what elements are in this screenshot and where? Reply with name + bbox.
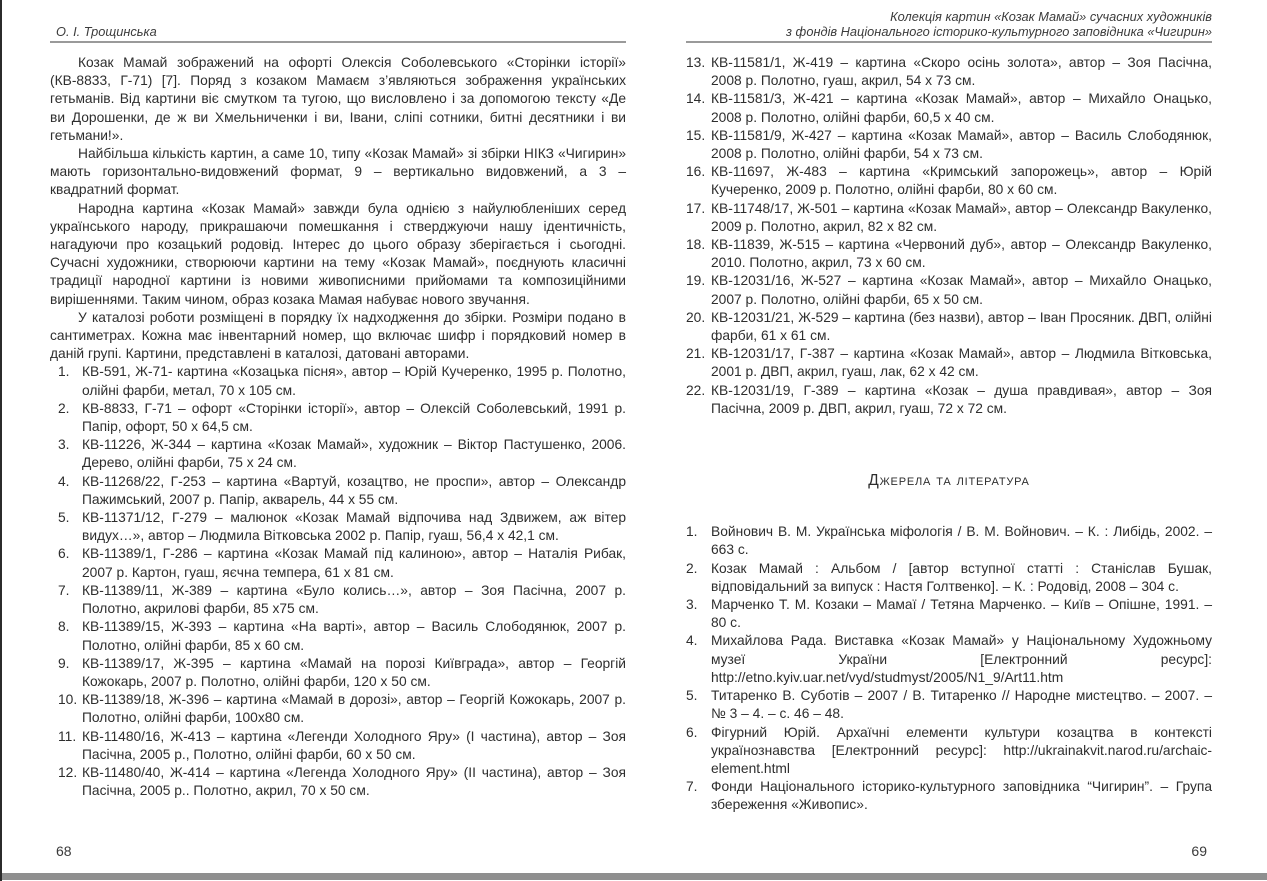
- catalog-list-left: [50, 363, 626, 800]
- catalog-item-number: 7.: [58, 582, 70, 598]
- catalog-item-text: КВ-12031/17, Г-387 – картина «Козак Мамай», автор – Людмила Вітковська, 2001 р. ДВП, акрил, гуаш, лак, 62 х 42 см.: [711, 346, 1212, 380]
- source-item: [686, 596, 1212, 632]
- catalog-item: [686, 127, 1212, 163]
- catalog-item: [686, 382, 1212, 418]
- running-header-author-text: О. І. Трощинська: [56, 23, 157, 39]
- running-header-title-line1: Колекція картин «Козак Мамай» сучасних художників: [890, 9, 1212, 24]
- catalog-item-number: 22.: [686, 382, 706, 398]
- page-left: [50, 12, 626, 800]
- catalog-item: [50, 436, 626, 472]
- catalog-item-text: КВ-11389/18, Ж-396 – картина «Мамай в дорозі», автор – Георгій Кожокарь, 2007 р. Полотно, олійні фарби, 100х80 см.: [82, 692, 626, 726]
- catalog-item: [686, 345, 1212, 381]
- source-item: [686, 560, 1212, 596]
- sources-list: [686, 523, 1212, 814]
- catalog-item-number: 4.: [58, 473, 70, 489]
- catalog-item-text: КВ-11480/16, Ж-413 – картина «Легенди Холодного Яру» (І частина), автор – Зоя Пасічна, 2005 р., Полотно, олійні фарби, 60 х 50 см.: [82, 728, 626, 762]
- catalog-item: [686, 54, 1212, 90]
- catalog-item-number: 12.: [58, 764, 78, 780]
- catalog-item-text: КВ-11226, Ж-344 – картина «Козак Мамай», художник – Віктор Пастушенко, 2006. Дерево, олійні фарби, 75 х 24 см.: [82, 437, 626, 471]
- catalog-item: [686, 309, 1212, 345]
- source-item: [686, 778, 1212, 814]
- source-item-text: Фонди Національного історико-культурного заповідника “Чигирин”. – Група збереження «Живопис».: [711, 779, 1212, 813]
- page-right-body: [686, 54, 1212, 815]
- catalog-item-text: КВ-11480/40, Ж-414 – картина «Легенда Холодного Яру» (ІІ частина), автор – Зоя Пасічна, 2005 р.. Полотно, акрил, 70 х 50 см.: [82, 764, 626, 799]
- source-item-number: 6.: [686, 724, 698, 740]
- catalog-item: [50, 473, 626, 509]
- catalog-item-number: 20.: [686, 309, 706, 325]
- page-right: [686, 9, 1212, 815]
- page-bottom-edge: [2, 873, 1267, 880]
- page-number-left: 68: [56, 843, 72, 859]
- catalog-item: [50, 400, 626, 436]
- catalog-item-number: 15.: [686, 127, 706, 143]
- page-left-body: [50, 54, 626, 800]
- source-item-text: Титаренко В. Суботів – 2007 / В. Титаренко // Народне мистецтво. – 2007. – № 3 – 4. – с. 46 – 48.: [711, 688, 1212, 722]
- page-number-right: 69: [1191, 843, 1207, 859]
- catalog-item-text: КВ-11581/3, Ж-421 – картина «Козак Мамай», автор – Михайло Онацько, 2008 р. Полотно, олійні фарби, 60,5 х 40 см.: [711, 91, 1212, 125]
- catalog-item-text: КВ-12031/19, Г-389 – картина «Козак – душа правдивая», автор – Зоя Пасічна, 2009 р. ДВП, акрил, гуаш, 72 х 72 см.: [711, 382, 1212, 416]
- header-rule-left: [50, 41, 626, 43]
- running-header-title-line2: з фондів Національного історико-культурного заповідника «Чигирин»: [786, 23, 1212, 39]
- catalog-item-number: 16.: [686, 164, 706, 180]
- catalog-item-number: 13.: [686, 55, 706, 70]
- catalog-item: [50, 545, 626, 581]
- catalog-item-number: 18.: [686, 237, 706, 253]
- paragraph: Найбільша кількість картин, а саме 10, типу «Козак Мамай» зі збірки НІКЗ «Чигирин» мають горизонтально-видовжений формат, 9 – вертикально видовжений, а 3 – квадратний формат.: [50, 146, 626, 198]
- source-item-text: Фігурний Юрій. Архаїчні елементи культури козацтва в контексті українознавства [Електронний ресурс]: http://ukrainakvit.narod.ru/archaic-element.html: [711, 724, 1212, 776]
- catalog-item-number: 21.: [686, 346, 706, 362]
- paragraph: Козак Мамай зображений на офорті Олексія Соболевського «Сторінки історії» (КВ-8833, Г-71) [7]. Поряд з козаком Мамаєм з’являються зображення українських гетьманів. Від картини віє смутком та тугою, що висловлено і за допомогою тексту «Де ви Дорошенки, де ж ви Хмельниченки і ви, Івани, сліпі сотники, битні десятники і ви гетьмани!».: [50, 55, 626, 143]
- catalog-item: [50, 764, 626, 800]
- catalog-item: [686, 272, 1212, 308]
- catalog-item: [50, 618, 626, 654]
- catalog-item-number: 9.: [58, 655, 70, 671]
- catalog-item-text: КВ-11581/9, Ж-427 – картина «Козак Мамай», автор – Василь Слободянюк, 2008 р. Полотно, олійні фарби, 54 х 73 см.: [711, 127, 1212, 162]
- catalog-item-number: 8.: [58, 619, 70, 635]
- source-item-number: 5.: [686, 688, 698, 704]
- catalog-item: [686, 236, 1212, 272]
- catalog-item-text: КВ-11839, Ж-515 – картина «Червоний дуб», автор – Олександр Вакуленко, 2010. Полотно, акрил, 73 х 60 см.: [711, 237, 1212, 271]
- catalog-item-text: КВ-11748/17, Ж-501 – картина «Козак Мамай», автор – Олександр Вакуленко, 2009 р. Полотно, акрил, 82 х 82 см.: [711, 200, 1212, 234]
- paragraph: У каталозі роботи розміщені в порядку їх надходження до збірки. Розміри подано в сантиметрах. Кожна має інвентарний номер, що включає шифр і порядковий номер в даній групі. Картини, представлені в каталозі, датовані авторами.: [50, 309, 626, 362]
- catalog-item-text: КВ-11389/1, Г-286 – картина «Козак Мамай під калиною», автор – Наталія Рибак, 2007 р. Картон, гуаш, яєчна темпера, 61 х 81 см.: [82, 546, 626, 580]
- catalog-item-text: КВ-11389/15, Ж-393 – картина «На варті», автор – Василь Слободянюк, 2007 р. Полотно, олійні фарби, 85 х 60 см.: [82, 619, 626, 653]
- catalog-item-number: 19.: [686, 273, 706, 289]
- catalog-item: [686, 200, 1212, 236]
- catalog-item-text: КВ-11389/11, Ж-389 – картина «Було колись…», автор – Зоя Пасічна, 2007 р. Полотно, акрилові фарби, 85 х75 см.: [82, 582, 626, 617]
- catalog-item-number: 1.: [58, 364, 70, 380]
- catalog-item-text: КВ-8833, Г-71 – офорт «Сторінки історії», автор – Олексій Соболевський, 1991 р. Папір, офорт, 50 х 64,5 см.: [82, 400, 626, 435]
- source-item-text: Козак Мамай : Альбом / [автор вступної статті : Станіслав Бушак, відповідальний за випуск : Настя Голтвенко]. – К. : Родовід, 2008 – 304 с.: [711, 560, 1212, 594]
- paragraph: Народна картина «Козак Мамай» завжди була однією з найулюбленіших серед українського народу, прикрашаючи помешкання і стверджуючи нашу ідентичність, нагадуючи про козацький родовід. Інтерес до цього образу зберігається і сьогодні. Сучасні художники, створюючи картини на тему «Козак Мамай», поєднують класичні традиції народної картини із новими живописними прийомами та композиційними вирішеннями. Таким чином, образ козака Мамая набуває нового звучання.: [50, 200, 626, 307]
- catalog-item-text: КВ-11389/17, Ж-395 – картина «Мамай на порозі Київграда», автор – Георгій Кожокарь, 2007 р. Полотно, олійні фарби, 120 х 50 см.: [82, 655, 626, 689]
- catalog-item: [50, 582, 626, 618]
- sources-heading: Джерела та література: [868, 472, 1030, 490]
- catalog-item-number: 14.: [686, 91, 706, 107]
- catalog-item-text: КВ-591, Ж-71- картина «Козацька пісня», автор – Юрій Кучеренко, 1995 р. Полотно, олійні фарби, метал, 70 х 105 см.: [82, 364, 626, 398]
- catalog-item: [50, 728, 626, 764]
- catalog-item-number: 10.: [58, 692, 78, 708]
- source-item-number: 7.: [686, 779, 698, 795]
- catalog-item-text: КВ-12031/21, Ж-529 – картина (без назви), автор – Іван Просяник. ДВП, олійні фарби, 61 х 61 см.: [711, 309, 1212, 344]
- catalog-item: [686, 90, 1212, 126]
- source-item: [686, 632, 1212, 687]
- catalog-item-number: 5.: [58, 510, 70, 526]
- catalog-item-number: 17.: [686, 200, 706, 216]
- catalog-item-number: 11.: [58, 728, 77, 744]
- running-header-author: [50, 12, 626, 39]
- source-item-number: 3.: [686, 597, 698, 613]
- source-item: [686, 523, 1212, 559]
- source-item: [686, 687, 1212, 723]
- source-item-number: 4.: [686, 633, 698, 649]
- source-item-number: 1.: [686, 524, 698, 540]
- catalog-item-number: 3.: [58, 437, 70, 453]
- catalog-item-text: КВ-12031/16, Ж-527 – картина «Козак Мамай», автор – Михайло Онацько, 2007 р. Полотно, олійні фарби, 65 х 50 см.: [711, 273, 1212, 307]
- source-item-text: Михайлова Рада. Виставка «Козак Мамай» у Національному Художньому музеї України [Електронний ресурс]: http://etno.kyiv.uar.net/vyd/studmyst/2005/N1_9/Art11.htm: [711, 633, 1212, 685]
- catalog-list-right: [686, 54, 1212, 418]
- page-left-edge: [0, 0, 2, 881]
- catalog-item-number: 2.: [58, 400, 70, 416]
- catalog-item: [50, 691, 626, 727]
- catalog-item: [686, 163, 1212, 199]
- catalog-item-text: КВ-11581/1, Ж-419 – картина «Скоро осінь золота», автор – Зоя Пасічна, 2008 р. Полотно, гуаш, акрил, 54 х 73 см.: [711, 55, 1212, 89]
- catalog-item: [50, 509, 626, 545]
- catalog-item: [50, 363, 626, 399]
- catalog-item-text: КВ-11268/22, Г-253 – картина «Вартуй, козацтво, не проспи», автор – Олександр Пажимський, 2007 р. Папір, акварель, 44 х 55 см.: [82, 473, 626, 507]
- catalog-item: [50, 655, 626, 691]
- source-item-text: Войнович В. М. Українська міфологія / В. М. Войнович. – К. : Либідь, 2002. – 663 с.: [711, 524, 1212, 558]
- running-header-title: [686, 9, 1212, 39]
- source-item-number: 2.: [686, 560, 698, 576]
- catalog-item-text: КВ-11371/12, Г-279 – малюнок «Козак Мамай відпочива над Здвижем, аж вітер видух…», автор – Людмила Вітковська 2002 р. Папір, гуаш, 56,4 х 42,1 см.: [82, 510, 626, 544]
- catalog-item-number: 6.: [58, 546, 70, 562]
- source-item: [686, 724, 1212, 779]
- source-item-text: Марченко Т. М. Козаки – Мамаї / Тетяна Марченко. – Київ – Опішне, 1991. – 80 с.: [711, 597, 1212, 631]
- intro-paragraphs: [50, 54, 626, 363]
- catalog-item-text: КВ-11697, Ж-483 – картина «Кримський запорожець», автор – Юрій Кучеренко, 2009 р. Полотно, олійні фарби, 80 х 60 см.: [711, 164, 1212, 198]
- header-rule-right: [686, 41, 1212, 43]
